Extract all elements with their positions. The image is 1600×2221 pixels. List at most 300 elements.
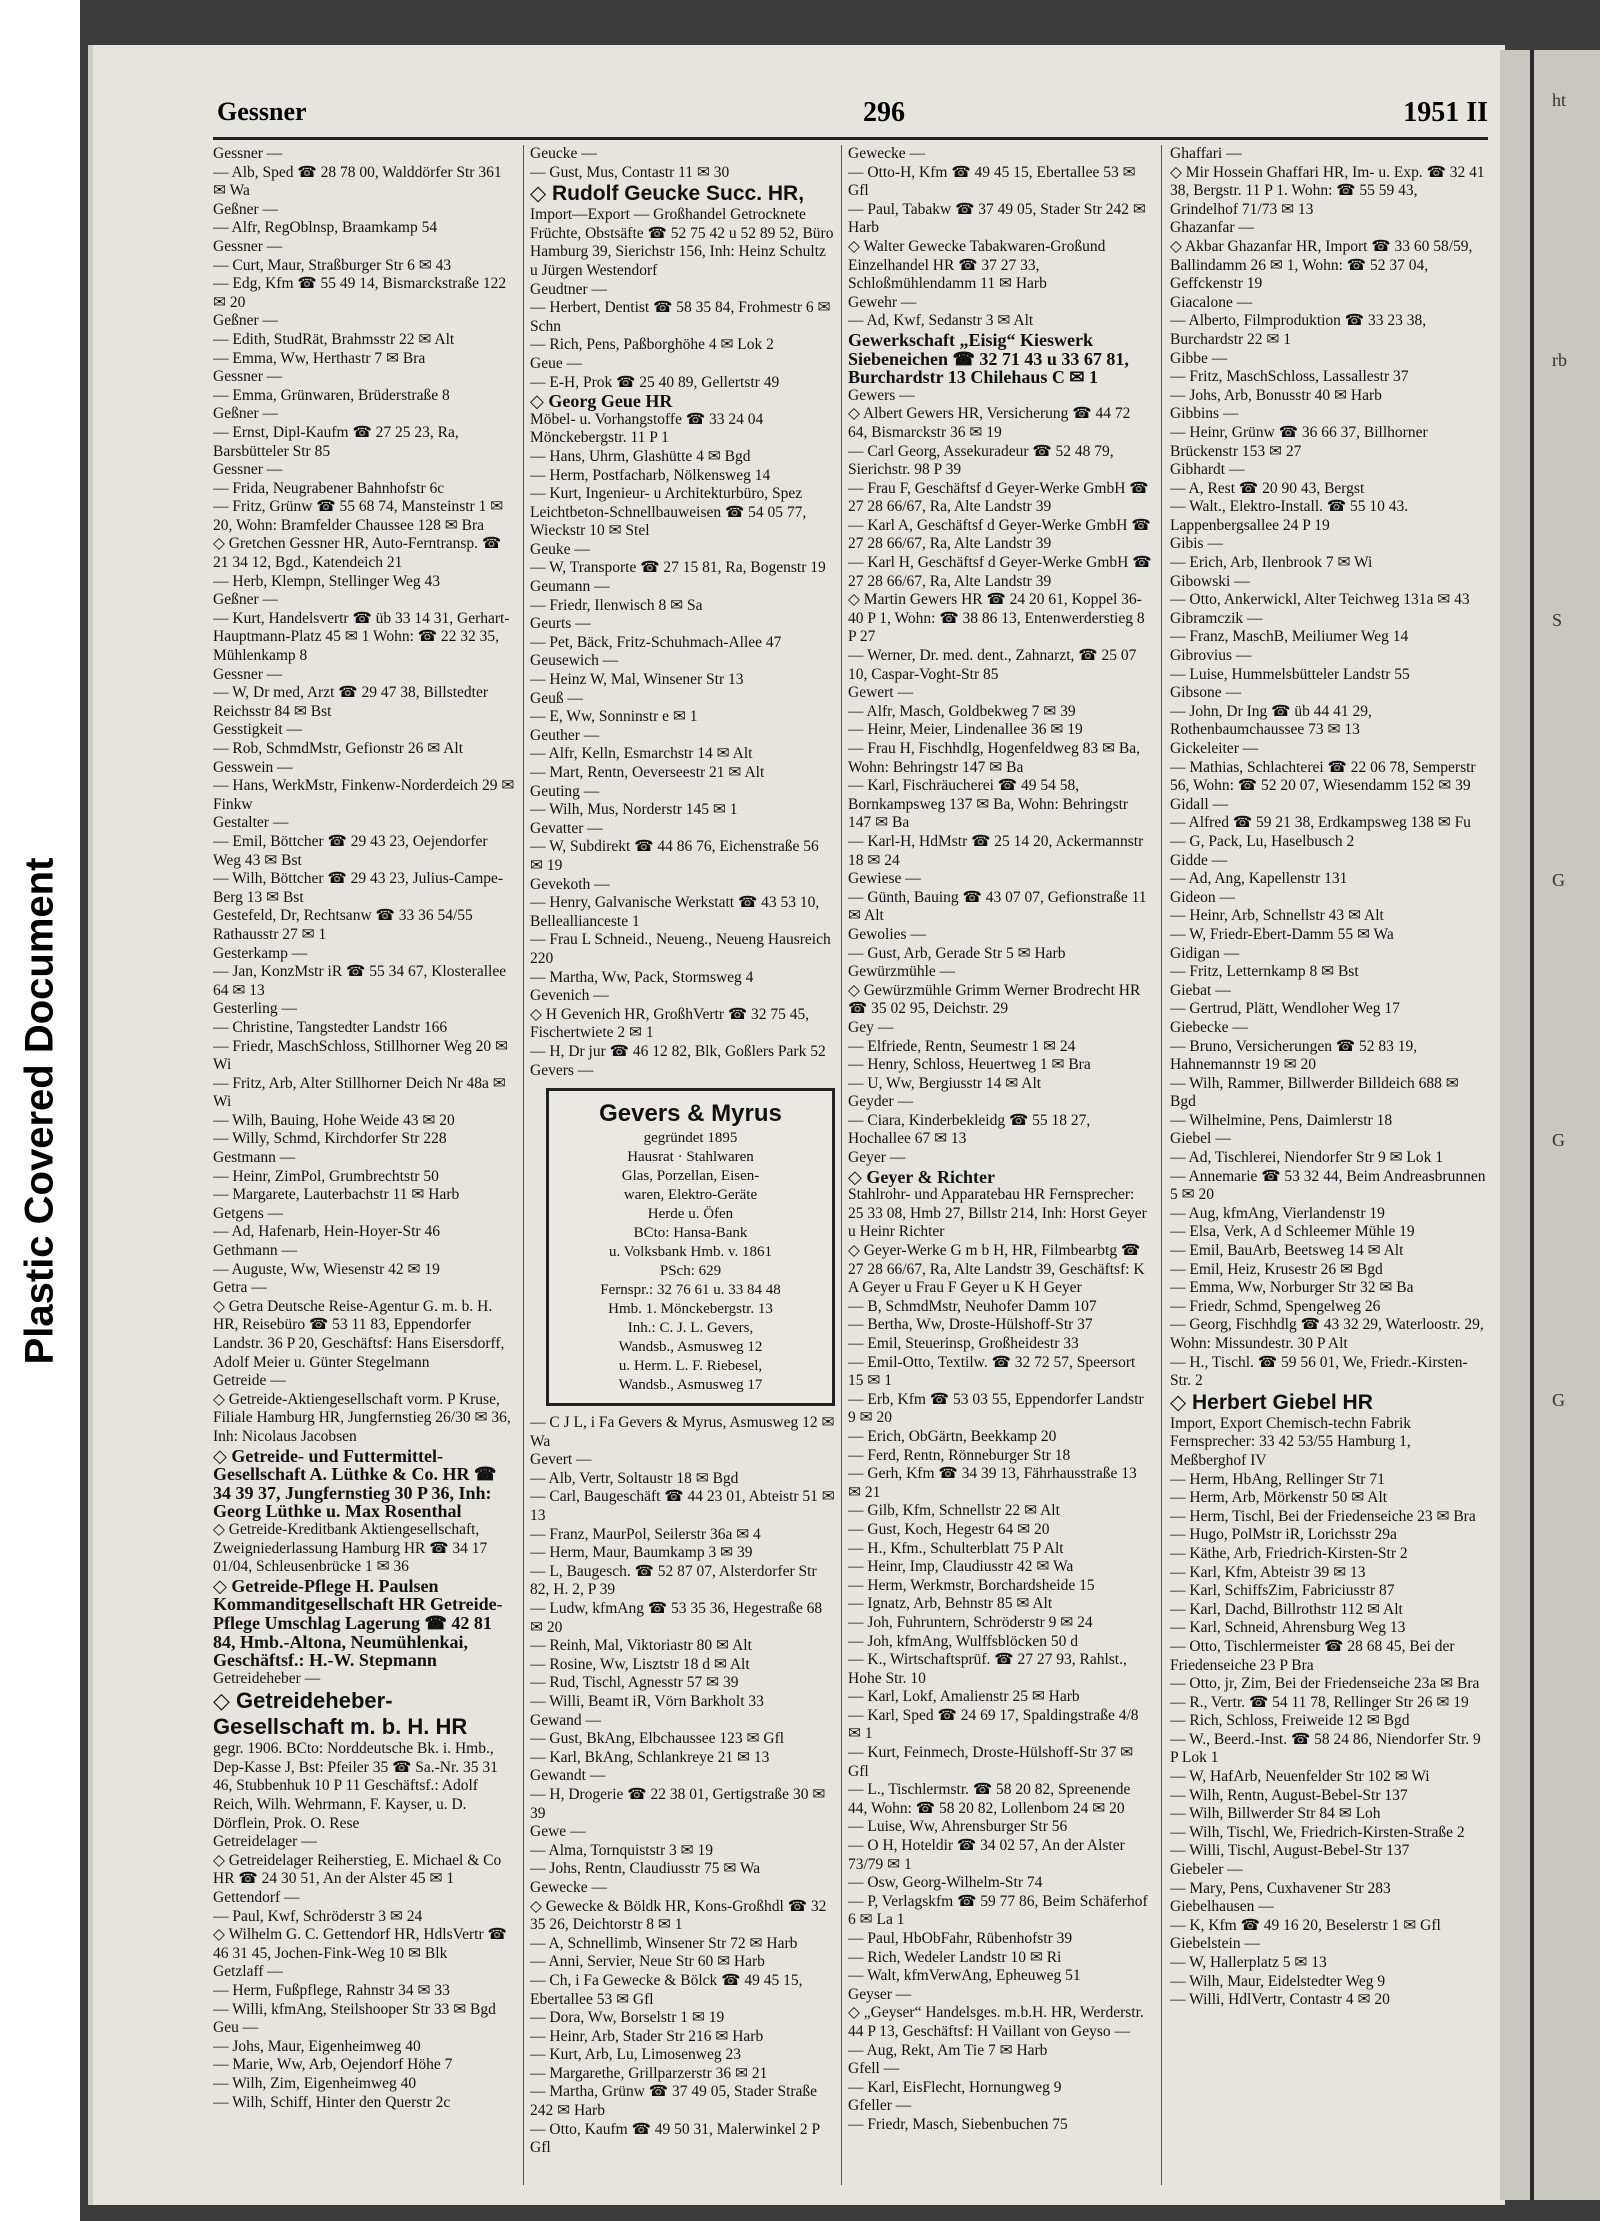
directory-entry: — Werner, Dr. med. dent., Zahnarzt, ☎ 25 07 10, Caspar-Voght-Str 85	[848, 647, 1137, 683]
surname-heading: Gfell —	[848, 2060, 900, 2078]
directory-entry: — Mary, Pens, Cuxhavener Str 283	[1170, 1879, 1391, 1897]
directory-entry: — Margarete, Lauterbachstr 11 ✉ Harb	[213, 1186, 460, 1204]
directory-entry: — Heinr, Meier, Lindenallee 36 ✉ 19	[848, 721, 1083, 739]
surname-heading: Gibramczik —	[1170, 609, 1263, 627]
directory-entry: — Ch, i Fa Gewecke & Bölck ☎ 49 45 15, Ebertallee 53 ✉ Gfl	[530, 1971, 803, 2008]
adjacent-page-edge	[1500, 50, 1600, 2200]
surname-heading: Geßner —	[213, 405, 278, 423]
directory-entry: — Bertha, Ww, Droste-Hülshoff-Str 37	[848, 1316, 1093, 1334]
ad-line: u. Volksbank Hmb. v. 1861	[608, 1244, 773, 1261]
adjacent-page-fragment: S	[1552, 610, 1563, 630]
directory-entry: — Emil, Böttcher ☎ 29 43 23, Oejendorfer Weg 43 ✉ Bst	[213, 832, 488, 869]
directory-entry: — Karl, Sped ☎ 24 69 17, Spaldingstraße 4/8 ✉ 1	[848, 1706, 1139, 1743]
directory-entry: — Willy, Schmd, Kirchdorfer Str 228	[213, 1130, 447, 1148]
directory-entry: — Elfriede, Rentn, Seumestr 1 ✉ 24	[848, 1037, 1076, 1055]
directory-entry: — Wilh, Billwerder Str 84 ✉ Loh	[1170, 1805, 1381, 1823]
directory-entry: — Kurt, Feinmech, Droste-Hülshoff-Str 37 ✉ Gfl	[848, 1744, 1134, 1780]
surname-heading: Getreideheber —	[213, 1669, 321, 1687]
directory-entry: ◇ Walter Gewecke Tabakwaren-Großund Einzelhandel HR ☎ 37 27 33, Schloßmühlendamm 11 ✉ Harb	[848, 237, 1106, 293]
directory-entry: ◇ Getreidelager Reiherstieg, E. Michael & Co HR ☎ 24 30 51, An der Alster 45 ✉ 1	[213, 1851, 502, 1888]
directory-entry: — Herb, Klempn, Stellinger Weg 43	[213, 572, 441, 590]
adjacent-page-fragment: G	[1552, 870, 1565, 890]
surname-heading: Gewiese —	[848, 870, 921, 888]
directory-entry: — Gerh, Kfm ☎ 34 39 13, Fährhausstraße 13 ✉ 21	[848, 1465, 1137, 1501]
ad-line: Inh.: C. J. L. Gevers,	[627, 1320, 754, 1337]
directory-entry: — H., Kfm., Schulterblatt 75 P Alt	[848, 1539, 1064, 1557]
surname-heading: Gewert —	[848, 684, 913, 702]
directory-entry: — Karl A, Geschäftsf d Geyer-Werke GmbH ☎ 27 28 66/67, Ra, Alte Landstr 39	[848, 516, 1151, 553]
surname-heading: Gewolies —	[848, 925, 926, 943]
directory-entry: — Wilh, Rammer, Billwerder Billdeich 688 ✉ Bgd	[1170, 1074, 1459, 1111]
directory-entry: — Joh, Fuhruntern, Schröderstr 9 ✉ 24	[848, 1613, 1093, 1631]
page-header	[153, 97, 1488, 137]
directory-entry: — Wilh, Maur, Eidelstedter Weg 9	[1170, 1972, 1386, 1990]
directory-entry: — W, Transporte ☎ 27 15 81, Ra, Bogenstr 19	[530, 559, 826, 577]
surname-heading: Geyer —	[848, 1149, 906, 1167]
directory-entry: — Karl, Schneid, Ahrensburg Weg 13	[1170, 1619, 1406, 1637]
directory-entry: — Marie, Ww, Arb, Oejendorf Höhe 7	[213, 2056, 453, 2074]
directory-entry: — Henry, Schloss, Heuertweg 1 ✉ Bra	[848, 1056, 1091, 1074]
surname-heading: Gewehr —	[848, 293, 917, 311]
surname-heading: Gewürzmühle —	[848, 963, 956, 981]
directory-entry: — Rob, SchmdMstr, Gefionstr 26 ✉ Alt	[213, 740, 464, 757]
directory-entry: — Reinh, Mal, Viktoriastr 80 ✉ Alt	[530, 1637, 752, 1655]
directory-entry: ◇ Mir Hossein Ghaffari HR, Im- u. Exp. ☎ 32 41 38, Bergstr. 11 P 1. Wohn: ☎ 55 59 43, Grindelhof 71/73 ✉ 13	[1170, 163, 1485, 218]
directory-entry: — Karl, SchiffsZim, Fabriciusstr 87	[1170, 1582, 1395, 1600]
directory-entry: — Henry, Galvanische Werkstatt ☎ 43 53 10, Belleallianceste 1	[530, 894, 820, 930]
surname-heading: Gibbe —	[1170, 349, 1228, 367]
directory-entry: — R., Vertr. ☎ 54 11 78, Rellinger Str 26 ✉ 19	[1170, 1693, 1469, 1711]
directory-entry: — Rich, Pens, Paßborghöhe 4 ✉ Lok 2	[530, 336, 774, 354]
directory-entry: ◇ Getreideheber-Gesellschaft m. b. H. HR	[213, 1688, 468, 1740]
directory-entry: — Alfred ☎ 59 21 38, Erdkampsweg 138 ✉ Fu	[1170, 814, 1471, 832]
adjacent-page-fragment: ht	[1552, 90, 1567, 110]
surname-heading: Gibrovius —	[1170, 647, 1252, 665]
surname-heading: Geßner —	[213, 200, 278, 218]
directory-entry: ◇ Akbar Ghazanfar HR, Import ☎ 33 60 58/59, Ballindamm 26 ✉ 1, Wohn: ☎ 52 37 04, Geffckenstr 19	[1170, 237, 1473, 293]
directory-entry: — Johs, Maur, Eigenheimweg 40	[213, 2037, 421, 2055]
directory-entry: — Anni, Servier, Neue Str 60 ✉ Harb	[530, 1953, 765, 1971]
directory-entry: — Herbert, Dentist ☎ 58 35 84, Frohmestr 6 ✉ Schn	[530, 299, 831, 335]
column-3	[848, 145, 1153, 2185]
directory-entry: — K., Wirtschaftsprüf. ☎ 27 27 93, Rahlst., Hohe Str. 10	[848, 1651, 1127, 1687]
directory-entry: ◇ Getreide- und Futtermittel-Gesellschaft A. Lüthke & Co. HR ☎ 34 39 37, Jungfernstieg 30 P 36, Inh: Georg Lüthke u. Max Rosenthal	[213, 1445, 497, 1522]
directory-entry: — Günth, Bauing ☎ 43 07 07, Gefionstraße 11 ✉ Alt	[848, 888, 1147, 925]
directory-entry: — Herm, Tischl, Bei der Friedenseiche 23 ✉ Bra	[1170, 1507, 1476, 1525]
surname-heading: Geßner —	[213, 312, 278, 330]
directory-entry: — Hans, WerkMstr, Finkenw-Norderdeich 29 ✉ Finkw	[213, 777, 515, 813]
directory-entry: ◇ Martin Gewers HR ☎ 24 20 61, Koppel 36-40 P 1, Wohn: ☎ 38 86 13, Entenwerderstieg 8 P 27	[848, 591, 1145, 646]
directory-entry: — Herm, Maur, Baumkamp 3 ✉ 39	[530, 1544, 753, 1562]
directory-entry: — Gust, Koch, Hegestr 64 ✉ 20	[848, 1520, 1050, 1538]
directory-entry: — Karl, Dachd, Billrothstr 112 ✉ Alt	[1170, 1600, 1403, 1618]
directory-entry: ◇ Gewürzmühle Grimm Werner Brodrecht HR ☎ 35 02 95, Deichstr. 29	[848, 981, 1141, 1018]
directory-entry: — Alfr, Kelln, Esmarchstr 14 ✉ Alt	[530, 745, 753, 763]
directory-entry: — Ludw, kfmAng ☎ 53 35 36, Hegestraße 68 ✉ 20	[530, 1600, 823, 1636]
directory-entry: — Wilh, Bauing, Hohe Weide 43 ✉ 20	[213, 1111, 455, 1129]
directory-entry: — Curt, Maur, Straßburger Str 6 ✉ 43	[213, 256, 452, 274]
directory-entry: — Herm, Werkmstr, Borchardsheide 15	[848, 1576, 1095, 1594]
directory-entry: — Erb, Kfm ☎ 53 03 55, Eppendorfer Landstr 9 ✉ 20	[848, 1390, 1144, 1427]
directory-entry: — Wilh, Böttcher ☎ 29 43 23, Julius-Campe-Berg 13 ✉ Bst	[213, 870, 504, 906]
directory-entry: — Martha, Ww, Pack, Stormsweg 4	[530, 968, 754, 986]
directory-entry: — Erich, Arb, Ilenbrook 7 ✉ Wi	[1170, 554, 1373, 572]
directory-entry: — W, Friedr-Ebert-Damm 55 ✉ Wa	[1170, 925, 1394, 943]
surname-heading: Giacalone —	[1170, 293, 1253, 311]
directory-entry: — Paul, Kwf, Schröderstr 3 ✉ 24	[213, 1907, 423, 1925]
directory-entry: gegr. 1906. BCto: Norddeutsche Bk. i. Hmb., Dep-Kasse J, Bst: Pfeiler 35 ☎ Sa.-Nr. 35 31 46, Stubbenhuk 10 P 11 Geschäftsf.: Adolf Reich, Wilh. Wehrmann, F. Kayser, u. D. Dörflein, Prok. O. Rese	[213, 1740, 498, 1832]
directory-entry: — W, Dr med, Arzt ☎ 29 47 38, Billstedter Reichsstr 84 ✉ Bst	[213, 684, 489, 720]
directory-entry: — Frau F, Geschäftsf d Geyer-Werke GmbH ☎ 27 28 66/67, Ra, Alte Landstr 39	[848, 479, 1149, 516]
directory-entry: — Friedr, Masch, Siebenbuchen 75	[848, 2115, 1068, 2133]
directory-entry: — Dora, Ww, Borselstr 1 ✉ 19	[530, 2009, 725, 2027]
surname-heading: Gidall —	[1170, 795, 1229, 813]
directory-entry: — G, Pack, Lu, Haselbusch 2	[1170, 832, 1355, 850]
surname-heading: Gewecke —	[848, 145, 926, 162]
surname-heading: Gestmann —	[213, 1149, 296, 1167]
directory-entry: ◇ Rudolf Geucke Succ. HR,	[530, 182, 805, 206]
ad-line: Herde u. Öfen	[647, 1206, 734, 1223]
directory-entry: — Carl, Baugeschäft ☎ 44 23 01, Abteistr 51 ✉ 13	[530, 1488, 835, 1525]
column-divider	[523, 145, 524, 2185]
directory-entry: — Frau L Schneid., Neueng., Neueng Hausreich 220	[530, 931, 831, 967]
surname-heading: Gestalter —	[213, 814, 289, 832]
directory-entry: — Johs, Rentn, Claudiusstr 75 ✉ Wa	[530, 1860, 761, 1878]
directory-entry: — W, Subdirekt ☎ 44 86 76, Eichenstraße 56 ✉ 19	[530, 838, 819, 874]
directory-entry: — Heinz W, Mal, Winsener Str 13	[530, 671, 744, 689]
directory-entry: Gestefeld, Dr, Rechtsanw ☎ 33 36 54/55 Rathausstr 27 ✉ 1	[213, 907, 473, 943]
surname-heading: Geuther —	[530, 726, 600, 744]
directory-entry: — L, Baugesch. ☎ 52 87 07, Alsterdorfer Str 82, H. 2, P 39	[530, 1562, 817, 1599]
adjacent-page-fragment: G	[1552, 1390, 1565, 1410]
directory-entry: Stahlrohr- und Apparatebau HR Fernsprecher: 25 33 08, Hmb 27, Billstr 214, Inh: Horst Geyer u Heinr Richter	[848, 1186, 1147, 1241]
directory-entry: — Fritz, Grünw ☎ 55 68 74, Mansteinstr 1 ✉ 20, Wohn: Bramfelder Chaussee 128 ✉ Bra	[213, 498, 504, 534]
directory-entry: — Luise, Ww, Ahrensburger Str 56	[848, 1818, 1068, 1836]
ad-line: waren, Elektro-Geräte	[623, 1187, 758, 1204]
directory-entry: ◇ Gretchen Gessner HR, Auto-Ferntransp. ☎ 21 34 12, Bgd., Katendeich 21	[213, 535, 502, 572]
surname-heading: Gewandt —	[530, 1767, 606, 1785]
directory-entry: ◇ Wilhelm G. C. Gettendorf HR, HdlsVertr ☎ 46 31 45, Jochen-Fink-Weg 10 ✉ Blk	[213, 1926, 507, 1962]
directory-entry: — H., Tischl. ☎ 59 56 01, We, Friedr.-Kirsten-Str. 2	[1170, 1353, 1468, 1390]
surname-heading: Gfeller —	[848, 2097, 912, 2115]
directory-entry: — H, Drogerie ☎ 22 38 01, Gertigstraße 30 ✉ 39	[530, 1785, 826, 1822]
directory-entry: — Friedr, Schmd, Spengelweg 26	[1170, 1297, 1381, 1315]
directory-entry: — Aug, Rekt, Am Tie 7 ✉ Harb	[848, 2041, 1048, 2059]
directory-entry: — Walt, kfmVerwAng, Epheuweg 51	[848, 1967, 1081, 1985]
directory-entry: — A, Schnellimb, Winsener Str 72 ✉ Harb	[530, 1934, 798, 1952]
directory-entry: — Gertrud, Plätt, Wendloher Weg 17	[1170, 1000, 1400, 1018]
directory-entry: — Willi, kfmAng, Steilshooper Str 33 ✉ Bgd	[213, 2000, 496, 2018]
surname-heading: Giebelstein —	[1170, 1935, 1260, 1953]
surname-heading: Gidde —	[1170, 851, 1228, 869]
adjacent-page-fragment: rb	[1552, 350, 1567, 370]
directory-entry: — Luise, Hummelsbütteler Landstr 55	[1170, 665, 1410, 683]
directory-entry: — Franz, MaschB, Meiliumer Weg 14	[1170, 628, 1409, 646]
directory-entry: — Herm, Arb, Mörkenstr 50 ✉ Alt	[1170, 1489, 1388, 1507]
directory-entry: ◇ Getreide-Aktiengesellschaft vorm. P Kruse, Filiale Hamburg HR, Jungfernstieg 26/30 ✉ 36, Inh: Nicolaus Jacobsen	[213, 1390, 511, 1445]
directory-entry: — A, Rest ☎ 20 90 43, Bergst	[1170, 479, 1365, 497]
directory-entry: — Georg, Fischhdlg ☎ 43 32 29, Waterloostr. 29, Wohn: Missundestr. 30 P Alt	[1170, 1316, 1484, 1352]
ad-line: u. Herm. L. F. Riebesel,	[618, 1358, 763, 1375]
header-rule	[213, 137, 1488, 140]
directory-entry: — L., Tischlermstr. ☎ 58 20 82, Spreenende 44, Wohn: ☎ 58 20 82, Lollenbom 24 ✉ 20	[848, 1781, 1131, 1817]
surname-heading: Gewecke —	[530, 1878, 608, 1896]
directory-entry: — Wilh, Rentn, August-Bebel-Str 137	[1170, 1786, 1408, 1804]
surname-heading: Geucke —	[530, 145, 597, 162]
directory-entry: — Wilhelmine, Pens, Daimlerstr 18	[1170, 1111, 1393, 1129]
directory-entry: — Osw, Georg-Wilhelm-Str 74	[848, 1874, 1043, 1892]
surname-heading: Gibsone —	[1170, 684, 1242, 702]
directory-entry: — Friedr, MaschSchloss, Stillhorner Weg 20 ✉ Wi	[213, 1037, 508, 1074]
directory-entry: — Gust, Arb, Gerade Str 5 ✉ Harb	[848, 944, 1066, 962]
directory-entry: — Heinr, Grünw ☎ 36 66 37, Billhorner Brückenstr 153 ✉ 27	[1170, 423, 1428, 460]
directory-entry: — Ferd, Rentn, Rönneburger Str 18	[848, 1446, 1071, 1464]
directory-entry: — Otto, Tischlermeister ☎ 28 68 45, Bei der Friedenseiche 23 P Bra	[1170, 1637, 1455, 1674]
surname-heading: ◇ „Geyser“ Handelsges. m.b.H. HR, Werderstr. 44 P 13, Geschäftsf: H Vaillant von Geyso —	[848, 2004, 1144, 2040]
surname-heading: Gewand —	[530, 1711, 602, 1729]
directory-entry: — Willi, Tischl, August-Bebel-Str 137	[1170, 1842, 1410, 1860]
directory-entry: — Karl, BkAng, Schlankreye 21 ✉ 13	[530, 1748, 770, 1766]
surname-heading: Geyder —	[848, 1093, 913, 1111]
directory-entry: ◇ Georg Geue HR	[530, 391, 673, 412]
ad-line: gegründet 1895	[643, 1130, 738, 1147]
directory-entry: — Friedr, Ilenwisch 8 ✉ Sa	[530, 596, 703, 614]
surname-heading: Gibis —	[1170, 535, 1223, 553]
surname-heading: Gessner —	[213, 145, 283, 162]
directory-entry: — E, Ww, Sonninstr e ✉ 1	[530, 708, 698, 726]
directory-entry: — Heinr, Arb, Stader Str 216 ✉ Harb	[530, 2027, 764, 2045]
surname-heading: Gessner —	[213, 237, 283, 255]
directory-entry: — Ad, Hafenarb, Hein-Hoyer-Str 46	[213, 1223, 440, 1241]
header-year: 1951 II	[1403, 97, 1488, 128]
directory-entry: — Martha, Grünw ☎ 37 49 05, Stader Straße 242 ✉ Harb	[530, 2083, 818, 2120]
ad-line: Glas, Porzellan, Eisen-	[621, 1168, 760, 1185]
directory-entry: — Rich, Wedeler Landstr 10 ✉ Ri	[848, 1948, 1062, 1966]
surname-heading: Gevekoth —	[530, 875, 610, 893]
column-4	[1170, 145, 1488, 2185]
surname-heading: Getreidelager —	[213, 1833, 317, 1851]
surname-heading: Getzlaff —	[213, 1963, 283, 1981]
directory-entry: — K, Kfm ☎ 49 16 20, Beselerstr 1 ✉ Gfl	[1170, 1916, 1441, 1934]
surname-heading: Gethmann —	[213, 1242, 297, 1260]
directory-entry: — Erich, ObGärtn, Beekkamp 20	[848, 1427, 1057, 1445]
surname-heading: Gessner —	[213, 665, 283, 683]
directory-entry: — Wilh, Schiff, Hinter den Querstr 2c	[213, 2093, 451, 2111]
directory-entry: — Jan, KonzMstr iR ☎ 55 34 67, Klosterallee 64 ✉ 13	[213, 963, 507, 999]
surname-heading: Geyser —	[848, 1985, 912, 2003]
directory-entry: — Alb, Sped ☎ 28 78 00, Walddörfer Str 361 ✉ Wa	[213, 163, 502, 200]
directory-entry: — Karl, EisFlecht, Hornungweg 9	[848, 2078, 1062, 2096]
surname-heading: Geue —	[530, 354, 583, 372]
surname-heading: Gesterling —	[213, 1000, 297, 1018]
directory-entry: — Hans, Uhrm, Glashütte 4 ✉ Bgd	[530, 447, 751, 465]
ad-line: Wandsb., Asmusweg 12	[618, 1339, 763, 1356]
directory-entry: — Elsa, Verk, A d Schleemer Mühle 19	[1170, 1223, 1415, 1241]
directory-entry: — Otto, Ankerwickl, Alter Teichweg 131a ✉ 43	[1170, 591, 1470, 609]
surname-heading: Gesterkamp —	[213, 944, 308, 962]
directory-entry: Import—Export — Großhandel Getrocknete Früchte, Obstsäfte ☎ 52 75 42 u 52 89 52, Büro Hamburg 39, Sierichstr 156, Inh: Heinz Schultz u Jürgen Westendorf	[530, 206, 834, 279]
directory-entry: — Ernst, Dipl-Kaufm ☎ 27 25 23, Ra, Barsbütteler Str 85	[213, 423, 459, 460]
directory-entry: — Herm, Postfacharb, Nölkensweg 14	[530, 466, 771, 484]
surname-heading: Geuting —	[530, 782, 600, 800]
directory-entry: — Otto-H, Kfm ☎ 49 45 15, Ebertallee 53 ✉ Gfl	[848, 163, 1136, 200]
surname-heading: Geudtner —	[530, 280, 608, 298]
directory-entry: — Paul, Tabakw ☎ 37 49 05, Stader Str 242 ✉ Harb	[848, 200, 1146, 237]
ad-line: Hmb. 1. Mönckebergstr. 13	[608, 1301, 773, 1318]
surname-heading: Gesstigkeit —	[213, 721, 303, 739]
surname-heading: Gettendorf —	[213, 1889, 300, 1907]
directory-entry: Möbel- u. Vorhangstoffe ☎ 33 24 04 Mönckebergstr. 11 P 1	[530, 410, 764, 447]
directory-entry: — Gust, Mus, Contastr 11 ✉ 30	[530, 163, 730, 181]
directory-entry: — Edg, Kfm ☎ 55 49 14, Bismarckstraße 122 ✉ 20	[213, 275, 507, 311]
surname-heading: Gibowski —	[1170, 572, 1250, 590]
directory-entry: — Ad, Ang, Kapellenstr 131	[1170, 870, 1348, 888]
directory-entry: — Karl, Kfm, Abteistr 39 ✉ 13	[1170, 1563, 1366, 1581]
directory-entry: — Kurt, Ingenieur- u Architekturbüro, Spez Leichtbeton-Schnellbauweisen ☎ 54 05 77, Wieckstr 10 ✉ Stel	[530, 485, 807, 540]
directory-entry: — Bruno, Versicherungen ☎ 52 83 19, Hahnemannstr 19 ✉ 20	[1170, 1037, 1418, 1074]
surname-heading: Gibbins —	[1170, 405, 1239, 423]
ad-line: Fernspr.: 32 76 61 u. 33 84 48	[600, 1282, 781, 1299]
directory-entry: — Karl, Lokf, Amalienstr 25 ✉ Harb	[848, 1688, 1080, 1706]
directory-entry: — Emma, Ww, Herthastr 7 ✉ Bra	[213, 349, 426, 367]
page-number: 296	[863, 97, 905, 128]
directory-entry: — Franz, MaurPol, Seilerstr 36a ✉ 4	[530, 1525, 761, 1543]
directory-entry: — W., Beerd.-Inst. ☎ 58 24 86, Niendorfer Str. 9 P Lok 1	[1170, 1730, 1481, 1767]
directory-entry: — Wilh, Zim, Eigenheimweg 40	[213, 2074, 417, 2092]
directory-entry: — Kurt, Handelsvertr ☎ üb 33 14 31, Gerhart-Hauptmann-Platz 45 ✉ 1 Wohn: ☎ 22 32 35, Mühlenkamp 8	[213, 609, 510, 665]
surname-heading: Geßner —	[213, 591, 278, 609]
surname-heading: Geurts —	[530, 615, 591, 633]
directory-entry: — Emil-Otto, Textilw. ☎ 32 72 57, Speersort 15 ✉ 1	[848, 1353, 1136, 1390]
surname-heading: Ghazanfar —	[1170, 219, 1254, 237]
ad-title: Gevers & Myrus	[599, 1100, 782, 1128]
surname-heading: Gey —	[848, 1018, 894, 1036]
directory-entry: — Alfr, RegOblnsp, Braamkamp 54	[213, 219, 438, 237]
header-keyword: Gessner	[217, 97, 307, 126]
directory-entry: ◇ Getra Deutsche Reise-Agentur G. m. b. H. HR, Reisebüro ☎ 53 11 83, Eppendorfer Landstr. 36 P 20, Geschäftsf: Hans Eisersdorff, Adolf Meier u. Günter Stegelmann	[213, 1297, 505, 1371]
directory-entry: — Frau H, Fischhdlg, Hogenfeldweg 83 ✉ Ba, Wohn: Behringstr 147 ✉ Ba	[848, 740, 1140, 776]
directory-entry: — Heinr, Imp, Claudiusstr 42 ✉ Wa	[848, 1558, 1074, 1576]
surname-heading: Giebelhausen —	[1170, 1898, 1274, 1916]
surname-heading: Geuß —	[530, 689, 583, 707]
directory-entry: — Alberto, Filmproduktion ☎ 33 23 38, Burchardstr 22 ✉ 1	[1170, 312, 1427, 348]
column-1	[213, 145, 518, 2185]
directory-entry: ◇ Geyer-Werke G m b H, HR, Filmbearbtg ☎ 27 28 66/67, Ra, Alte Landstr 39, Geschäftsf: K A Geyer u Frau F Geyer u K H Geyer	[848, 1242, 1145, 1297]
directory-entry: Gewerkschaft „Eisig“ Kieswerk Siebeneichen ☎ 32 71 43 u 33 67 81, Burchardstr 13 Chilehaus C ✉ 1	[848, 329, 1129, 388]
directory-entry: — Rud, Tischl, Agnesstr 57 ✉ 39	[530, 1674, 739, 1692]
surname-heading: Gevatter —	[530, 819, 603, 837]
surname-heading: Gewers —	[848, 386, 915, 404]
directory-entry: ◇ Herbert Giebel HR	[1170, 1390, 1373, 1414]
directory-entry: — Heinr, ZimPol, Grumbrechtstr 50	[213, 1167, 439, 1185]
directory-entry: — Carl Georg, Assekuradeur ☎ 52 48 79, Sierichstr. 98 P 39	[848, 442, 1114, 479]
directory-entry: — Emma, Grünwaren, Brüderstraße 8	[213, 386, 450, 404]
directory-entry: — Heinr, Arb, Schnellstr 43 ✉ Alt	[1170, 907, 1384, 925]
surname-heading: Ghaffari —	[1170, 145, 1242, 162]
directory-entry: — Annemarie ☎ 53 32 44, Beim Andreasbrunnen 5 ✉ 20	[1170, 1167, 1486, 1204]
directory-entry: — H, Dr jur ☎ 46 12 82, Blk, Goßlers Park 52	[530, 1042, 826, 1060]
directory-entry: — Frida, Neugrabener Bahnhofstr 6c	[213, 479, 445, 497]
directory-entry: — Auguste, Ww, Wiesenstr 42 ✉ 19	[213, 1260, 440, 1278]
directory-entry: — B, SchmdMstr, Neuhofer Damm 107	[848, 1297, 1097, 1315]
directory-entry: — C J L, i Fa Gevers & Myrus, Asmusweg 12 ✉ Wa	[530, 1414, 835, 1450]
ad-line: BCto: Hansa-Bank	[633, 1225, 748, 1242]
surname-heading: Gevers —	[530, 1061, 594, 1079]
surname-heading: Giebeler —	[1170, 1861, 1243, 1879]
directory-entry: — W, HafArb, Neuenfelder Str 102 ✉ Wi	[1170, 1768, 1430, 1786]
surname-heading: Gessner —	[213, 461, 283, 479]
ad-line: Wandsb., Asmusweg 17	[618, 1377, 763, 1394]
directory-entry: — Paul, HbObFahr, Rübenhofstr 39	[848, 1930, 1073, 1947]
surname-heading: Giebel —	[1170, 1130, 1231, 1148]
directory-entry: — Ciara, Kinderbekleidg ☎ 55 18 27, Hochallee 67 ✉ 13	[848, 1111, 1091, 1148]
directory-entry: — U, Ww, Bergiusstr 14 ✉ Alt	[848, 1074, 1042, 1092]
surname-heading: Gessner —	[213, 368, 283, 386]
directory-entry: — Alb, Vertr, Soltaustr 18 ✉ Bgd	[530, 1469, 739, 1487]
surname-heading: Gidigan —	[1170, 944, 1240, 962]
surname-heading: Gevenich —	[530, 987, 609, 1005]
directory-entry: — Mart, Rentn, Oeverseestr 21 ✉ Alt	[530, 764, 765, 781]
surname-heading: Geu —	[213, 2019, 259, 2037]
directory-entry: — O H, Hoteldir ☎ 34 02 57, An der Alster 73/79 ✉ 1	[848, 1837, 1125, 1873]
directory-entry: — Pet, Bäck, Fritz-Schuhmach-Allee 47	[530, 633, 782, 651]
directory-entry: ◇ Albert Gewers HR, Versicherung ☎ 44 72 64, Bismarckstr 36 ✉ 19	[848, 405, 1131, 441]
directory-entry: — P, Verlagskfm ☎ 59 77 86, Beim Schäferhof 6 ✉ La 1	[848, 1892, 1148, 1929]
directory-entry: ◇ H Gevenich HR, GroßhVertr ☎ 32 75 45, Fischertwiete 2 ✉ 1	[530, 1005, 810, 1042]
directory-entry: — Herm, Fußpflege, Rahnstr 34 ✉ 33	[213, 1982, 450, 1999]
directory-entry: Import, Export Chemisch-techn Fabrik Fernsprecher: 33 42 53/55 Hamburg 1, Meßberghof IV	[1170, 1414, 1412, 1469]
ad-line: PSch: 629	[659, 1263, 722, 1280]
directory-entry: — Willi, HdlVertr, Contastr 4 ✉ 20	[1170, 1991, 1390, 2009]
surname-heading: Gickeleiter —	[1170, 740, 1259, 757]
page-edge-shadow	[1530, 50, 1534, 2200]
column-divider	[841, 145, 842, 2185]
directory-entry: — E-H, Prok ☎ 25 40 89, Gellertstr 49	[530, 373, 780, 391]
directory-entry: — Rich, Schloss, Freiweide 12 ✉ Bgd	[1170, 1712, 1410, 1730]
directory-entry: — Margarethe, Grillparzerstr 36 ✉ 21	[530, 2064, 768, 2082]
directory-entry: — Emil, BauArb, Beetsweg 14 ✉ Alt	[1170, 1242, 1404, 1260]
surname-heading: Geusewich —	[530, 652, 619, 670]
directory-entry: — Ad, Tischlerei, Niendorfer Str 9 ✉ Lok 1	[1170, 1149, 1444, 1167]
directory-entry: — Wilh, Tischl, We, Friedrich-Kirsten-Straße 2	[1170, 1823, 1465, 1841]
directory-entry: — Otto, jr, Zim, Bei der Friedenseiche 23a ✉ Bra	[1170, 1675, 1480, 1693]
directory-entry: — Edith, StudRät, Brahmsstr 22 ✉ Alt	[213, 330, 455, 348]
directory-entry: — Gust, BkAng, Elbchaussee 123 ✉ Gfl	[530, 1730, 785, 1748]
surname-heading: Gibhardt —	[1170, 461, 1245, 479]
adjacent-page-fragment: G	[1552, 1130, 1565, 1150]
surname-heading: Geumann —	[530, 578, 610, 596]
directory-entry: — Christine, Tangstedter Landstr 166	[213, 1018, 448, 1036]
directory-entry: — Ignatz, Arb, Behnstr 85 ✉ Alt	[848, 1595, 1053, 1613]
directory-entry: — Emil, Heiz, Krusestr 26 ✉ Bgd	[1170, 1260, 1383, 1278]
directory-entry: — Wilh, Mus, Norderstr 145 ✉ 1	[530, 801, 738, 819]
directory-entry: ◇ Getreide-Kreditbank Aktiengesellschaft, Zweigniederlassung Hamburg HR ☎ 34 17 01/04, Schleusenbrücke 1 ✉ 36	[213, 1520, 488, 1576]
plastic-covered-label: Plastic Covered Document	[17, 857, 62, 1364]
directory-entry: — Käthe, Arb, Friedrich-Kirsten-Str 2	[1170, 1544, 1408, 1562]
directory-entry: — Fritz, Arb, Alter Stillhorner Deich Nr 48a ✉ Wi	[213, 1074, 506, 1111]
surname-heading: Gideon —	[1170, 888, 1236, 906]
directory-entry: — Gilb, Kfm, Schnellstr 22 ✉ Alt	[848, 1502, 1060, 1520]
directory-entry: — Mathias, Schlachterei ☎ 22 06 78, Semperstr 56, Wohn: ☎ 52 20 07, Wiesendamm 152 ✉ 39	[1170, 758, 1476, 795]
surname-heading: Giebecke —	[1170, 1018, 1248, 1036]
directory-entry: — Emil, Steuerinsp, Großheidestr 33	[848, 1335, 1079, 1352]
directory-entry: — Otto, Kaufm ☎ 49 50 31, Malerwinkel 2 P Gfl	[530, 2120, 820, 2157]
directory-entry: — Willi, Beamt iR, Vörn Barkholt 33	[530, 1693, 764, 1710]
directory-entry: — Aug, kfmAng, Vierlandenstr 19	[1170, 1204, 1385, 1222]
directory-entry: — John, Dr Ing ☎ üb 44 41 29, Rothenbaumchaussee 73 ✉ 13	[1170, 702, 1372, 739]
directory-entry: ◇ Geyer & Richter	[848, 1166, 995, 1187]
directory-entry: — Karl H, Geschäftsf d Geyer-Werke GmbH ☎ 27 28 66/67, Ra, Alte Landstr 39	[848, 554, 1152, 590]
